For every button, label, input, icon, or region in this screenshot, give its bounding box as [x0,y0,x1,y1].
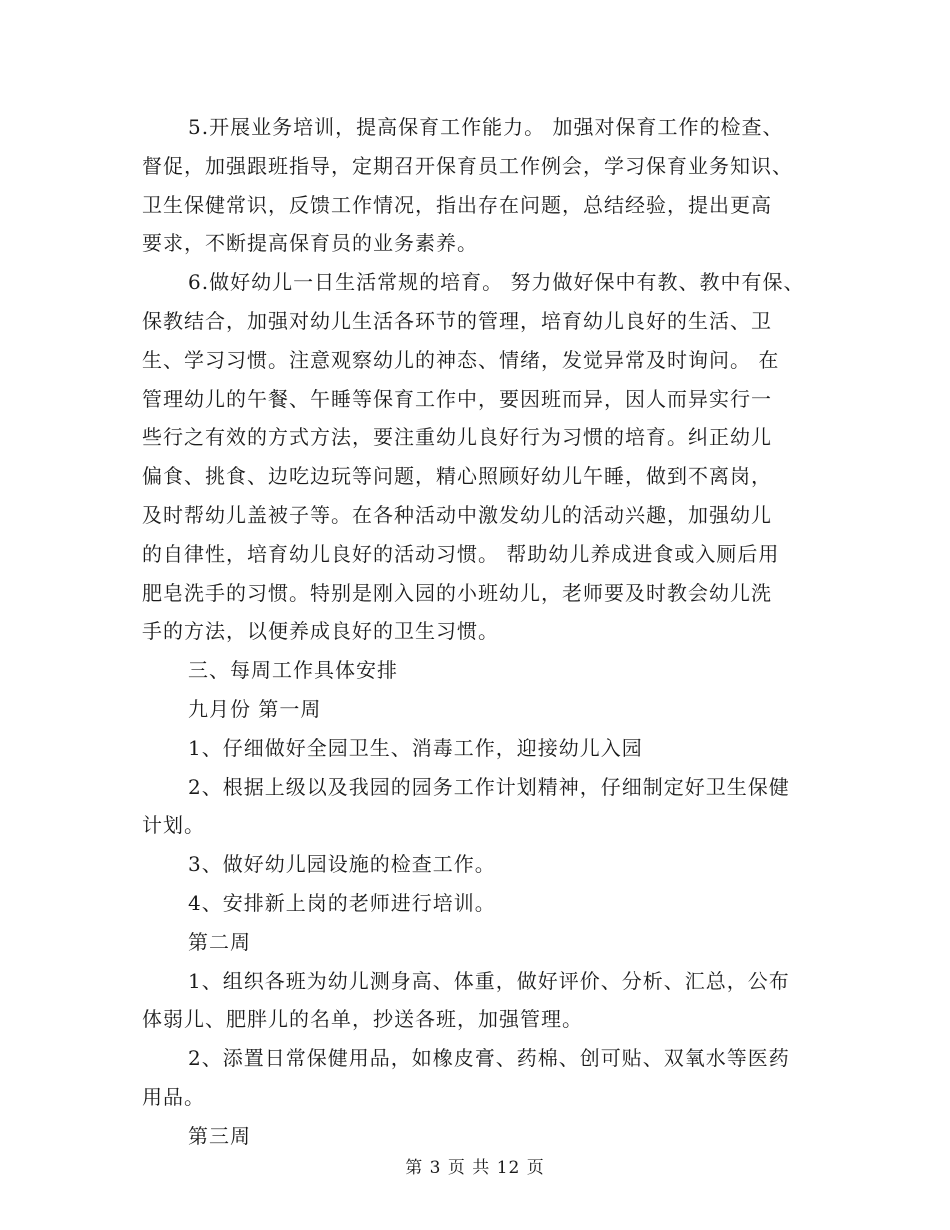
text-line: 6.做好幼儿一日生活常规的培育。 努力做好保中有教、教中有保、 [188,270,805,295]
text-line: 2、根据上级以及我园的园务工作计划精神，仔细制定好卫生保健 [188,774,790,799]
text-line: 管理幼儿的午餐、午睡等保育工作中，要因班而异，因人而异实行一 [142,386,772,411]
text-line: 肥皂洗手的习惯。特别是刚入园的小班幼儿，老师要及时教会幼儿洗 [142,580,772,605]
text-line: 生、学习习惯。注意观察幼儿的神态、情绪，发觉异常及时询问。 在 [142,347,780,372]
text-line: 1、组织各班为幼儿测身高、体重，做好评价、分析、汇总，公布 [188,968,790,993]
text-line: 的自律性，培育幼儿良好的活动习惯。 帮助幼儿养成进食或入厕后用 [142,541,780,566]
text-line: 3、做好幼儿园设施的检查工作。 [188,852,496,877]
page-footer: 第 3 页 共 12 页 [405,1158,545,1178]
text-line: 及时帮幼儿盖被子等。在各种活动中激发幼儿的活动兴趣，加强幼儿 [142,502,772,527]
text-line: 些行之有效的方式方法，要注重幼儿良好行为习惯的培育。纠正幼儿 [142,425,772,450]
document-body [142,108,812,1156]
text-line: 九月份 第一周 [188,696,322,721]
text-line: 计划。 [142,813,205,838]
text-line: 体弱儿、肥胖儿的名单，抄送各班，加强管理。 [142,1007,583,1032]
text-line: 4、安排新上岗的老师进行培训。 [188,890,496,915]
text-line: 要求，不断提高保育员的业务素养。 [142,231,478,256]
text-line: 三、每周工作具体安排 [188,658,398,683]
text-line: 5.开展业务培训，提高保育工作能力。 加强对保育工作的检查、 [188,115,784,139]
text-line: 2、添置日常保健用品，如橡皮膏、药棉、创可贴、双氧水等医药 [188,1046,790,1071]
text-line: 手的方法，以便养成良好的卫生习惯。 [142,619,499,644]
text-line: 第二周 [188,929,251,954]
text-line: 第三周 [188,1123,251,1148]
text-line: 偏食、挑食、边吃边玩等问题，精心照顾好幼儿午睡，做到不离岗， [142,464,772,489]
text-line: 督促，加强跟班指导，定期召开保育员工作例会，学习保育业务知识、 [142,153,793,178]
text-line: 卫生保健常识，反馈工作情况，指出存在问题，总结经验，提出更高 [142,192,772,217]
text-line: 用品。 [142,1084,205,1109]
text-line: 保教结合，加强对幼儿生活各环节的管理，培育幼儿良好的生活、卫 [142,308,772,333]
text-line: 1、仔细做好全园卫生、消毒工作，迎接幼儿入园 [188,735,643,760]
